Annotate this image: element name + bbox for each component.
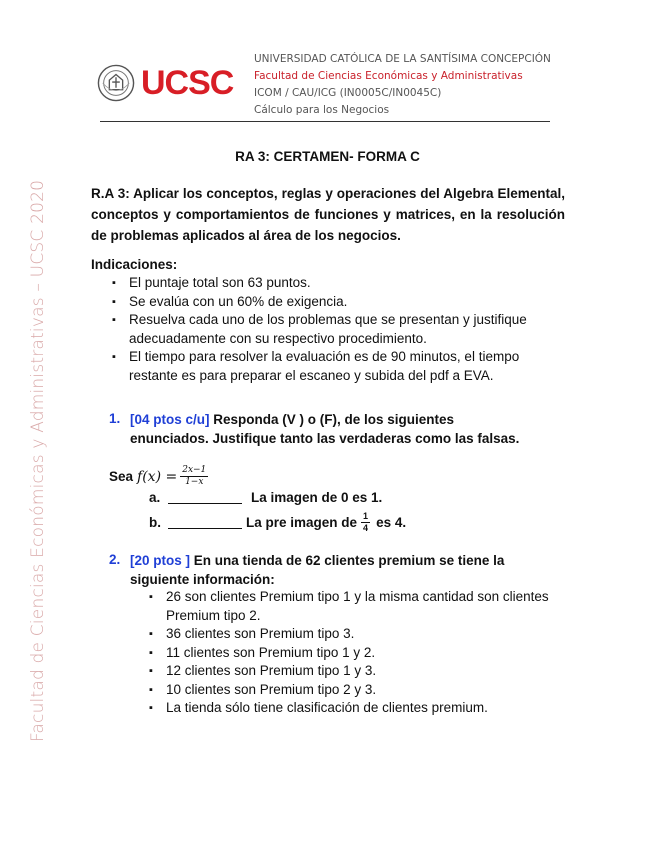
- list-item-text: Resuelva cada uno de los problemas que se presentan y justifique adecuadamente con su respectivo procedimiento.: [129, 312, 527, 346]
- list-item-text: La tienda sólo tiene clasificación de clientes premium.: [166, 700, 488, 715]
- item-label: a.: [149, 490, 161, 505]
- function-definition: [109, 465, 208, 488]
- fraction: [361, 511, 370, 534]
- fraction-numerator: 1: [363, 511, 369, 521]
- header-info: [254, 51, 551, 119]
- course-codes: ICOM / CAU/ICG (IN0005C/IN0045C): [254, 87, 442, 99]
- sidebar-faculty-text: Facultad de Ciencias Económicas y Administrativas – UCSC 2020: [28, 179, 48, 742]
- list-item: [112, 274, 542, 293]
- page-title: RA 3: CERTAMEN- FORMA C: [235, 149, 420, 164]
- list-item: [149, 644, 569, 663]
- function-fraction: [180, 465, 208, 488]
- list-item-text: 36 clientes son Premium tipo 3.: [166, 626, 355, 641]
- bullet-icon: ▪: [149, 628, 153, 640]
- question-1-points: [04 ptos c/u]: [130, 412, 210, 427]
- instructions-heading: Indicaciones:: [91, 257, 178, 272]
- function-label: f(x) =: [137, 468, 178, 485]
- list-item-text: El puntaje total son 63 puntos.: [129, 275, 311, 290]
- list-item-text: 12 clientes son Premium tipo 1 y 3.: [166, 663, 377, 678]
- list-item-text: Se evalúa con un 60% de exigencia.: [129, 293, 348, 309]
- question-1-number: 1.: [109, 411, 121, 426]
- question-1-text: [130, 411, 530, 448]
- answer-blank[interactable]: [168, 491, 242, 504]
- list-item-text: 26 son clientes Premium tipo 1 y la misma cantidad son clientes Premium tipo 2.: [166, 589, 549, 623]
- question-2-number: 2.: [109, 552, 121, 567]
- list-item: [149, 625, 569, 644]
- list-item-text: 10 clientes son Premium tipo 2 y 3.: [166, 681, 377, 697]
- question-2-points: [20 ptos ]: [130, 553, 191, 568]
- question-1a: [149, 490, 382, 505]
- question-1-statement: Responda (V ) o (F), de los siguientes enunciados. Justifique tanto las verdaderas como las falsas.: [130, 412, 520, 446]
- sea-label: Sea: [109, 469, 134, 484]
- list-item-text: El tiempo para resolver la evaluación es de 90 minutos, el tiempo restante es para preparar el escaneo y subida del pdf a EVA.: [129, 349, 520, 383]
- bullet-icon: ▪: [149, 646, 153, 659]
- question-2-statement: En una tienda de 62 clientes premium se tiene la siguiente información:: [130, 553, 505, 587]
- ucsc-logo: [97, 64, 233, 102]
- bullet-icon: ▪: [149, 683, 153, 696]
- question-2-text: [130, 552, 550, 589]
- logo-text: UCSC: [141, 64, 234, 102]
- learning-outcome: R.A 3: Aplicar los conceptos, reglas y operaciones del Algebra Elemental, conceptos y comportamientos de funciones y matrices, en la resolución de problemas aplicados al área de los negocios.: [91, 186, 565, 243]
- bullet-icon: ▪: [112, 277, 116, 289]
- university-seal-icon: [97, 64, 135, 102]
- bullet-icon: ▪: [149, 591, 153, 603]
- list-item: [149, 588, 569, 625]
- list-item: [112, 293, 542, 312]
- item-text: La imagen de 0 es 1.: [251, 490, 383, 505]
- item-text: es 4.: [376, 515, 407, 530]
- fraction-denominator: 1−x: [185, 477, 204, 487]
- university-name: UNIVERSIDAD CATÓLICA DE LA SANTÍSIMA CONCEPCIÓN: [254, 53, 551, 65]
- list-item: [149, 699, 569, 718]
- fraction-denominator: 4: [363, 523, 369, 533]
- item-label: b.: [149, 515, 161, 530]
- header-divider: [100, 121, 550, 122]
- list-item: [112, 311, 542, 348]
- list-item: [149, 662, 569, 681]
- item-text: La pre imagen de: [246, 515, 358, 530]
- fraction-numerator: 2x−1: [182, 465, 207, 475]
- list-item-text: 11 clientes son Premium tipo 1 y 2.: [166, 644, 376, 660]
- question-2-list: [149, 588, 569, 718]
- answer-blank[interactable]: [168, 516, 242, 529]
- bullet-icon: ▪: [112, 351, 116, 363]
- bullet-icon: ▪: [149, 702, 153, 714]
- bullet-icon: ▪: [112, 314, 116, 326]
- bullet-icon: ▪: [149, 665, 153, 677]
- question-1b: [149, 511, 406, 534]
- instructions-list: [112, 274, 542, 385]
- list-item: [149, 681, 569, 700]
- faculty-name: Facultad de Ciencias Económicas y Administrativas: [254, 70, 523, 82]
- course-name: Cálculo para los Negocios: [254, 104, 390, 116]
- list-item: [112, 348, 542, 385]
- bullet-icon: ▪: [112, 295, 116, 308]
